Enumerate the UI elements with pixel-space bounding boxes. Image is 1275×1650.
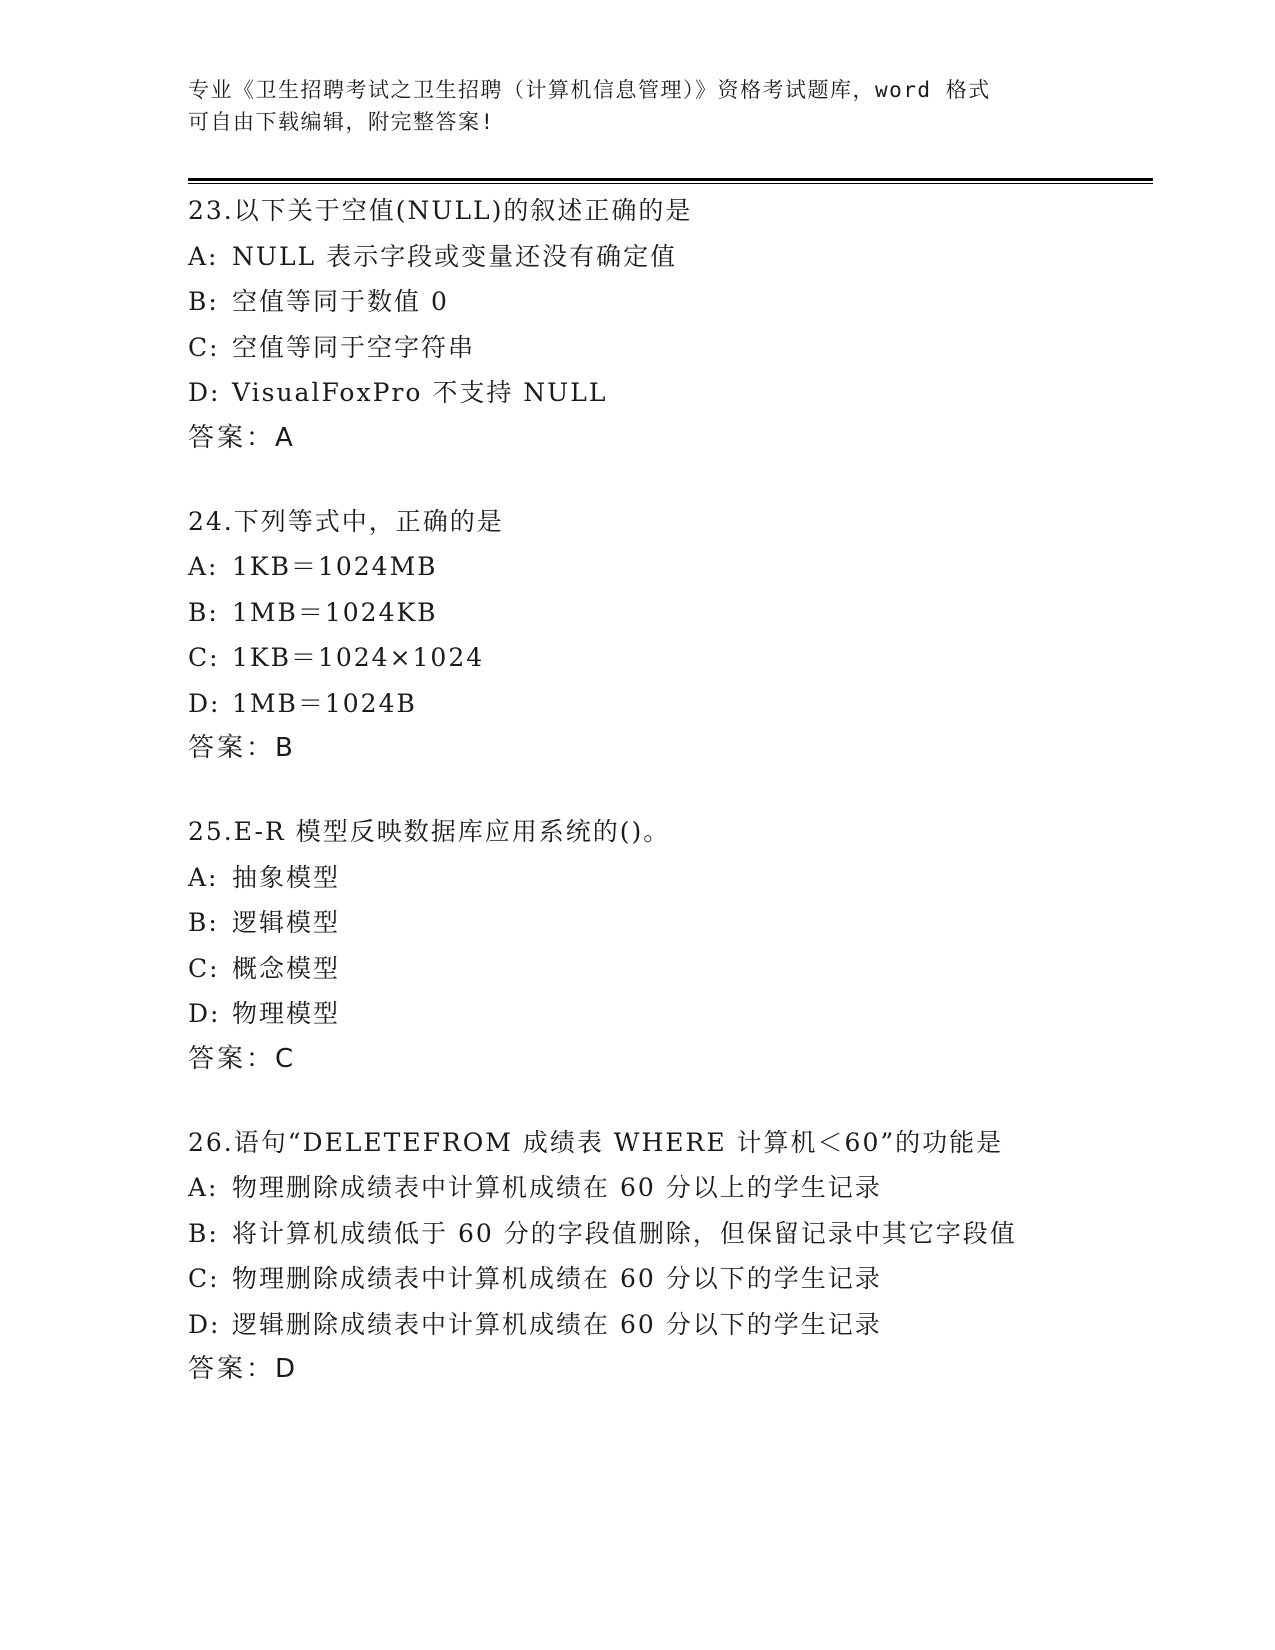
question-23 xyxy=(188,188,1188,461)
question-stem: 25.E-R 模型反映数据库应用系统的()。 xyxy=(188,817,671,846)
answer-value: D xyxy=(275,1354,296,1384)
option-d xyxy=(188,370,1188,416)
answer-line xyxy=(188,726,1188,771)
option-c xyxy=(188,1256,1188,1302)
option-key: B: xyxy=(188,908,219,937)
option-text: 物理删除成绩表中计算机成绩在 60 分以上的学生记录 xyxy=(232,1173,882,1202)
option-key: C: xyxy=(188,1264,220,1293)
option-text: 概念模型 xyxy=(232,953,341,983)
option-c xyxy=(188,946,1188,992)
option-text: 空值等同于数值 0 xyxy=(232,287,449,316)
option-c xyxy=(188,635,1188,681)
answer-label: 答案： xyxy=(188,733,276,763)
answer-line xyxy=(188,1037,1188,1082)
option-a xyxy=(188,1165,1188,1211)
option-a xyxy=(188,544,1188,590)
option-a xyxy=(188,855,1188,901)
option-key: C: xyxy=(188,643,220,672)
option-key: C: xyxy=(188,953,220,983)
answer-label: 答案： xyxy=(188,422,276,453)
option-text: 1MB＝1024B xyxy=(232,688,417,718)
option-b xyxy=(188,590,1188,636)
option-key: A: xyxy=(188,1173,219,1202)
option-text: 空值等同于空字符串 xyxy=(232,332,476,362)
option-key: C: xyxy=(188,332,220,362)
option-c xyxy=(188,325,1188,371)
answer-label: 答案： xyxy=(188,1043,276,1074)
option-key: A: xyxy=(188,862,219,892)
option-key: A: xyxy=(188,241,219,271)
option-key: B: xyxy=(188,287,219,316)
option-b xyxy=(188,1211,1188,1257)
option-key: A: xyxy=(188,552,219,581)
option-d xyxy=(188,681,1188,727)
option-text: 物理模型 xyxy=(232,999,341,1028)
option-text: NULL 表示字段或变量还没有确定值 xyxy=(232,241,678,271)
option-key: D: xyxy=(188,999,221,1028)
question-stem: 24.下列等式中，正确的是 xyxy=(188,506,504,536)
answer-line xyxy=(188,1347,1188,1392)
option-text: VisualFoxPro 不支持 NULL xyxy=(232,378,608,407)
answer-value: C xyxy=(275,1043,294,1074)
option-b xyxy=(188,900,1188,946)
question-25 xyxy=(188,809,1188,1082)
question-stem: 26.语句“DELETEFROM 成绩表 WHERE 计算机＜60”的功能是 xyxy=(188,1127,1004,1157)
answer-value: B xyxy=(275,733,293,763)
option-text: 将计算机成绩低于 60 分的字段值删除，但保留记录中其它字段值 xyxy=(232,1218,1017,1248)
option-text: 1MB＝1024KB xyxy=(232,597,438,627)
answer-line xyxy=(188,416,1188,461)
header-line-2: 可自由下载编辑，附完整答案! xyxy=(188,110,495,134)
option-b xyxy=(188,279,1188,325)
document-header xyxy=(188,74,1088,138)
option-key: D: xyxy=(188,1309,221,1339)
question-stem: 23.以下关于空值(NULL)的叙述正确的是 xyxy=(188,196,693,225)
question-26 xyxy=(188,1120,1188,1393)
option-key: B: xyxy=(188,1218,219,1248)
question-list xyxy=(188,188,1188,1430)
option-a xyxy=(188,234,1188,280)
option-key: D: xyxy=(188,688,221,718)
header-line-1: 专业《卫生招聘考试之卫生招聘（计算机信息管理）》资格考试题库，word 格式 xyxy=(188,78,991,102)
option-text: 1KB＝1024×1024 xyxy=(232,643,485,672)
option-text: 物理删除成绩表中计算机成绩在 60 分以下的学生记录 xyxy=(232,1264,882,1293)
header-divider-thin xyxy=(188,183,1153,184)
option-key: D: xyxy=(188,378,221,407)
option-d xyxy=(188,991,1188,1037)
answer-value: A xyxy=(275,422,293,453)
option-d xyxy=(188,1302,1188,1348)
option-text: 逻辑删除成绩表中计算机成绩在 60 分以下的学生记录 xyxy=(232,1309,882,1339)
option-key: B: xyxy=(188,597,219,627)
answer-label: 答案： xyxy=(188,1354,276,1384)
option-text: 抽象模型 xyxy=(232,862,341,892)
option-text: 逻辑模型 xyxy=(232,908,341,937)
option-text: 1KB＝1024MB xyxy=(232,552,438,581)
question-24 xyxy=(188,499,1188,772)
header-divider-thick xyxy=(188,178,1153,181)
